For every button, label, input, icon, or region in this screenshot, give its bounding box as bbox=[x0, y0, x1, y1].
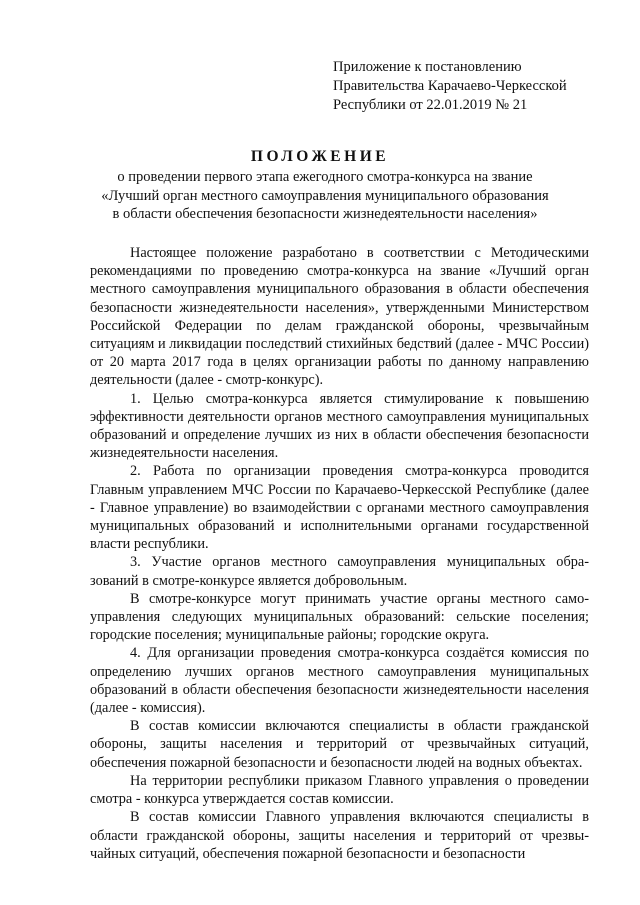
paragraph-1: 1. Целью смотра-конкурса является стимулирование к повышению эффективности деятельности органов местного самоуправления муниципальных образований и определение лучших из них в области обеспечения безопасности жизнедеятельности населения. bbox=[90, 390, 589, 462]
subtitle-line-2: «Лучший орган местного самоуправления муниципального образования bbox=[101, 187, 549, 204]
paragraph-3-cont: В смотре-конкурсе могут принимать участие органы местного самоуправления следующих муниципальных образований: сельские поселения; городские поселения; муниципальные районы; городские округа. bbox=[90, 590, 589, 644]
appendix-line-2: Правительства Карачаево-Черкесской bbox=[333, 78, 567, 94]
subtitle-line-3: в области обеспечения безопасности жизнедеятельности населения» bbox=[112, 206, 538, 222]
document-body bbox=[90, 244, 589, 863]
document-subtitle bbox=[60, 168, 590, 224]
paragraph-4-main-dept: В состав комиссии Главного управления включаются специалисты в области гражданской обороны, защиты населения и территорий от чрезвычайных ситуаций, обеспечения пожарной безопасности и безопасности bbox=[90, 809, 589, 862]
paragraph-4-order: На территории республики приказом Главного управления о проведении смотра - конкурса утверждается состав комиссии. bbox=[90, 772, 589, 808]
appendix-note bbox=[333, 58, 633, 115]
paragraph-4-cont: В состав комиссии включаются специалисты в области гражданской обороны, защиты населения и территорий от чрезвычайных ситуаций, обеспечения пожарной безопасности и безопасности людей на водных объектах. bbox=[90, 718, 589, 771]
paragraph-4: 4. Для организации проведения смотра-конкурса создаётся комиссия по определению лучших органов местного самоуправления муниципальных образований в области обеспечения безопасности жизнедеятельности населения (далее - комиссия). bbox=[90, 645, 589, 717]
paragraph-2: 2. Работа по организации проведения смотра-конкурса проводится Главным управлением МЧС России по Карачаево-Черкесской Республике (далее - Главное управление) во взаимодействии с органами местного самоуправления муниципальных образований и исполнительными органами государственной власти республики. bbox=[90, 463, 589, 553]
subtitle-line-1: о проведении первого этапа ежегодного смотра-конкурса на звание bbox=[117, 169, 533, 185]
paragraph-3: 3. Участие органов местного самоуправления муниципальных образований в смотре-конкурсе является добровольным. bbox=[90, 554, 589, 589]
document-title: ПОЛОЖЕНИЕ bbox=[250, 148, 390, 165]
paragraph-intro: Настоящее положение разработано в соответствии с Методическими рекомендациями по проведению смотра-конкурса на звание «Лучший орган местного самоуправления муниципального образования в области обеспечения безопасности жизнедеятельности населения», утвержденными Министерством Российской Федерации по делам гражданской обороны, чрезвычайным ситуациям и ликвидации последствий стихийных бедствий (далее - МЧС России) от 20 марта 2017 года в целях организации работы по данному направлению деятельности (далее - смотр-конкурс). bbox=[90, 245, 589, 389]
appendix-line-1: Приложение к постановлению bbox=[333, 59, 522, 75]
appendix-line-3: Республики от 22.01.2019 № 21 bbox=[333, 97, 528, 113]
